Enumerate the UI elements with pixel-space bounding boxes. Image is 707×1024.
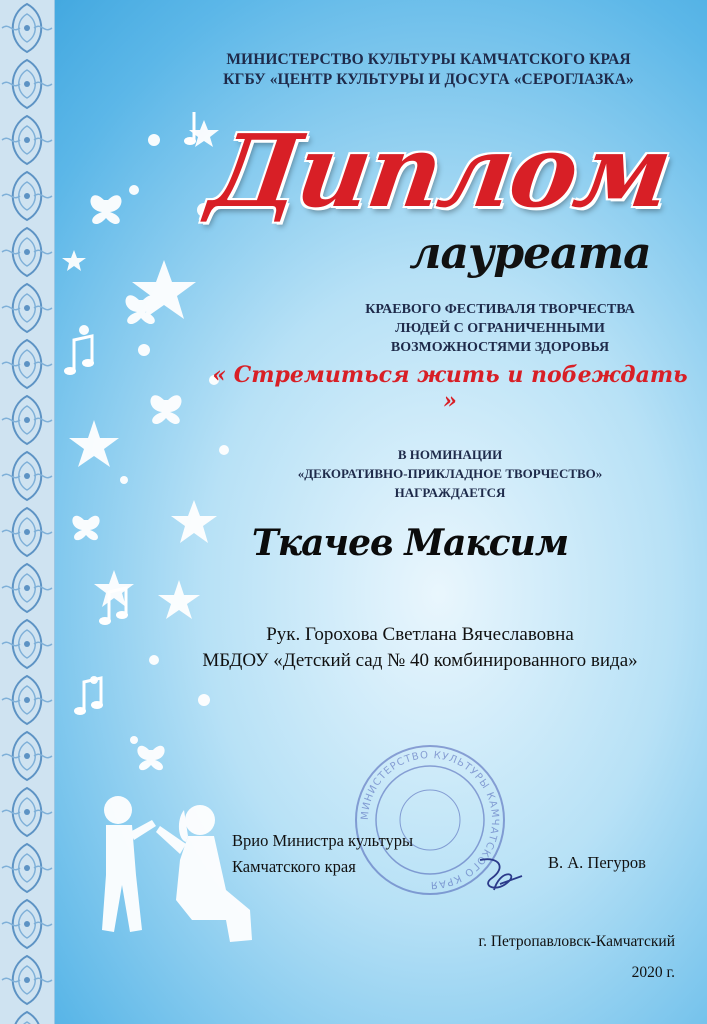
festival-motto: « Стремиться жить и побеждать » xyxy=(212,362,688,414)
institution-name: МБДОУ «Детский сад № 40 комбинированного вида» xyxy=(202,650,638,671)
butterfly-icon xyxy=(137,746,164,770)
butterfly-icon xyxy=(72,516,99,540)
festival-description xyxy=(300,300,700,357)
city-name: г. Петропавловск-Камчатский xyxy=(478,933,675,950)
signatory-region: Камчатского края xyxy=(232,857,356,876)
issue-year: 2020 г. xyxy=(631,964,675,981)
awarded-label: НАГРАЖДАЕТСЯ xyxy=(394,485,506,500)
signatory-title xyxy=(232,828,413,880)
star-icon xyxy=(62,250,86,271)
leader-block xyxy=(150,622,690,674)
ornamental-border xyxy=(0,0,55,1024)
star-icon xyxy=(94,570,134,607)
festival-line-2: ЛЮДЕЙ С ОГРАНИЧЕННЫМИ xyxy=(395,321,605,336)
festival-line-3: ВОЗМОЖНОСТЯМИ ЗДОРОВЬЯ xyxy=(390,340,610,355)
issuer-ministry: МИНИСТЕРСТВО КУЛЬТУРЫ КАМЧАТСКОГО КРАЯ xyxy=(226,51,631,68)
festival-line-1: КРАЕВОГО ФЕСТИВАЛЯ ТВОРЧЕСТВА xyxy=(365,302,635,317)
diploma-subtitle: лауреата xyxy=(409,228,651,279)
diploma-title: Диплом xyxy=(203,112,677,230)
issuer-center: КГБУ «ЦЕНТР КУЛЬТУРЫ И ДОСУГА «СЕРОГЛАЗКА» xyxy=(223,71,634,88)
signatory-position: Врио Министра культуры xyxy=(232,831,414,850)
nomination-label: В НОМИНАЦИИ xyxy=(397,447,503,462)
signatory-name: В. А. Пегуров xyxy=(548,853,646,872)
issuer-header xyxy=(150,50,707,90)
handwritten-signature xyxy=(470,850,530,900)
stamp-text: МИНИСТЕРСТВО КУЛЬТУРЫ КАМЧАТСКОГО КРАЯ xyxy=(359,749,501,891)
nomination-block xyxy=(240,445,660,502)
star-icon xyxy=(69,420,119,467)
leader-name: Рук. Горохова Светлана Вячеславовна xyxy=(266,624,574,645)
butterfly-icon xyxy=(90,195,121,224)
place-and-date xyxy=(420,926,675,988)
star-icon xyxy=(158,580,200,619)
recipient-name: Ткачев Максим xyxy=(251,522,569,564)
butterfly-icon xyxy=(150,395,181,424)
nomination-name: «ДЕКОРАТИВНО-ПРИКЛАДНОЕ ТВОРЧЕСТВО» xyxy=(297,466,603,481)
